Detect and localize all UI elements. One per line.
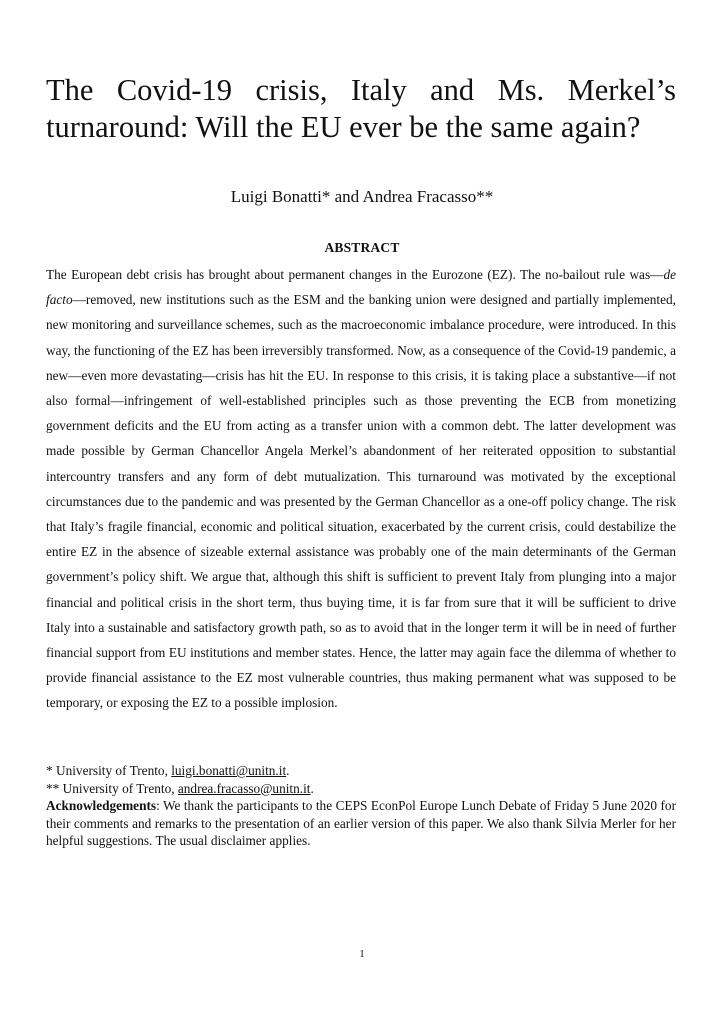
page-number: 1 xyxy=(359,948,365,960)
acknowledgements-text: : We thank the participants to the CEPS EconPol Europe Lunch Debate of Friday 5 June 2020 for their comments and remarks to the presentation of an earlier version of this paper. We also thank Silvia Merler for her helpful suggestions. The usual disclaimer applies. xyxy=(46,798,676,848)
footnote-1-email-link[interactable]: luigi.bonatti@unitn.it xyxy=(171,763,287,778)
footnote-2-email-link[interactable]: andrea.fracasso@unitn.it xyxy=(177,780,311,796)
abstract-text-start: The European debt crisis has brought about permanent changes in the Eurozone (EZ). The no-bailout rule was— xyxy=(46,267,664,282)
title-line-1: The Covid-19 crisis, Italy and Ms. Merkel’s xyxy=(46,73,676,107)
footnote-1 xyxy=(46,762,676,780)
footnotes xyxy=(46,762,676,850)
paper-title xyxy=(46,72,676,146)
footnote-1-period: . xyxy=(286,763,290,778)
abstract-heading: ABSTRACT xyxy=(324,240,400,255)
abstract-body xyxy=(46,262,676,716)
footnote-2-period: . xyxy=(310,780,314,796)
abstract-italic-term: de facto xyxy=(46,267,676,308)
footnote-2 xyxy=(46,780,676,798)
acknowledgements xyxy=(46,797,676,850)
acknowledgements-label: Acknowledgements xyxy=(46,798,157,813)
footnote-1-affiliation: * University of Trento, xyxy=(46,763,172,778)
authors: Luigi Bonatti* and Andrea Fracasso** xyxy=(230,187,494,206)
footnote-2-affiliation: ** University of Trento, xyxy=(46,780,178,796)
abstract-text-rest: —removed, new institutions such as the ESM and the banking union were designed and partially implemented, new monitoring and surveillance schemes, such as the macroeconomic imbalance procedure, were introduced. In this way, the functioning of the EZ has been irreversibly transformed. Now, as a consequence of the Covid-19 pandemic, a new—even more devastating—crisis has hit the EU. In response to this crisis, it is taking place a substantive—if not also formal—infringement of well-established principles such as those preventing the ECB from monetizing government deficits and the EU from acting as a transfer union with a common debt. The latter development was made possible by German Chancellor Angela Merkel’s abandonment of her reiterated opposition to substantial intercountry transfers and any form of debt mutualization. This turnaround was motivated by the exceptional circumstances due to the pandemic and was presented by the German Chancellor as a one-off policy change. The risk that Italy’s fragile financial, economic and political situation, exacerbated by the current crisis, could destabilize the entire EZ in the absence of sizeable external assistance was probably one of the main determinants of the German government’s policy shift. We argue that, although this shift is sufficient to prevent Italy from plunging into a major financial and political crisis in the short term, thus buying time, it is far from sure that it will be sufficient to drive Italy into a sustainable and satisfactory growth path, so as to avoid that in the longer term it will be in need of further financial support from EU institutions and member states. Hence, the latter may again face the dilemma of whether to provide financial assistance to the EZ most vulnerable countries, thus making permanent what was supposed to be temporary, or exposing the EZ to a possible implosion. xyxy=(46,292,676,711)
title-line-2: turnaround: Will the EU ever be the same again? xyxy=(46,110,641,144)
